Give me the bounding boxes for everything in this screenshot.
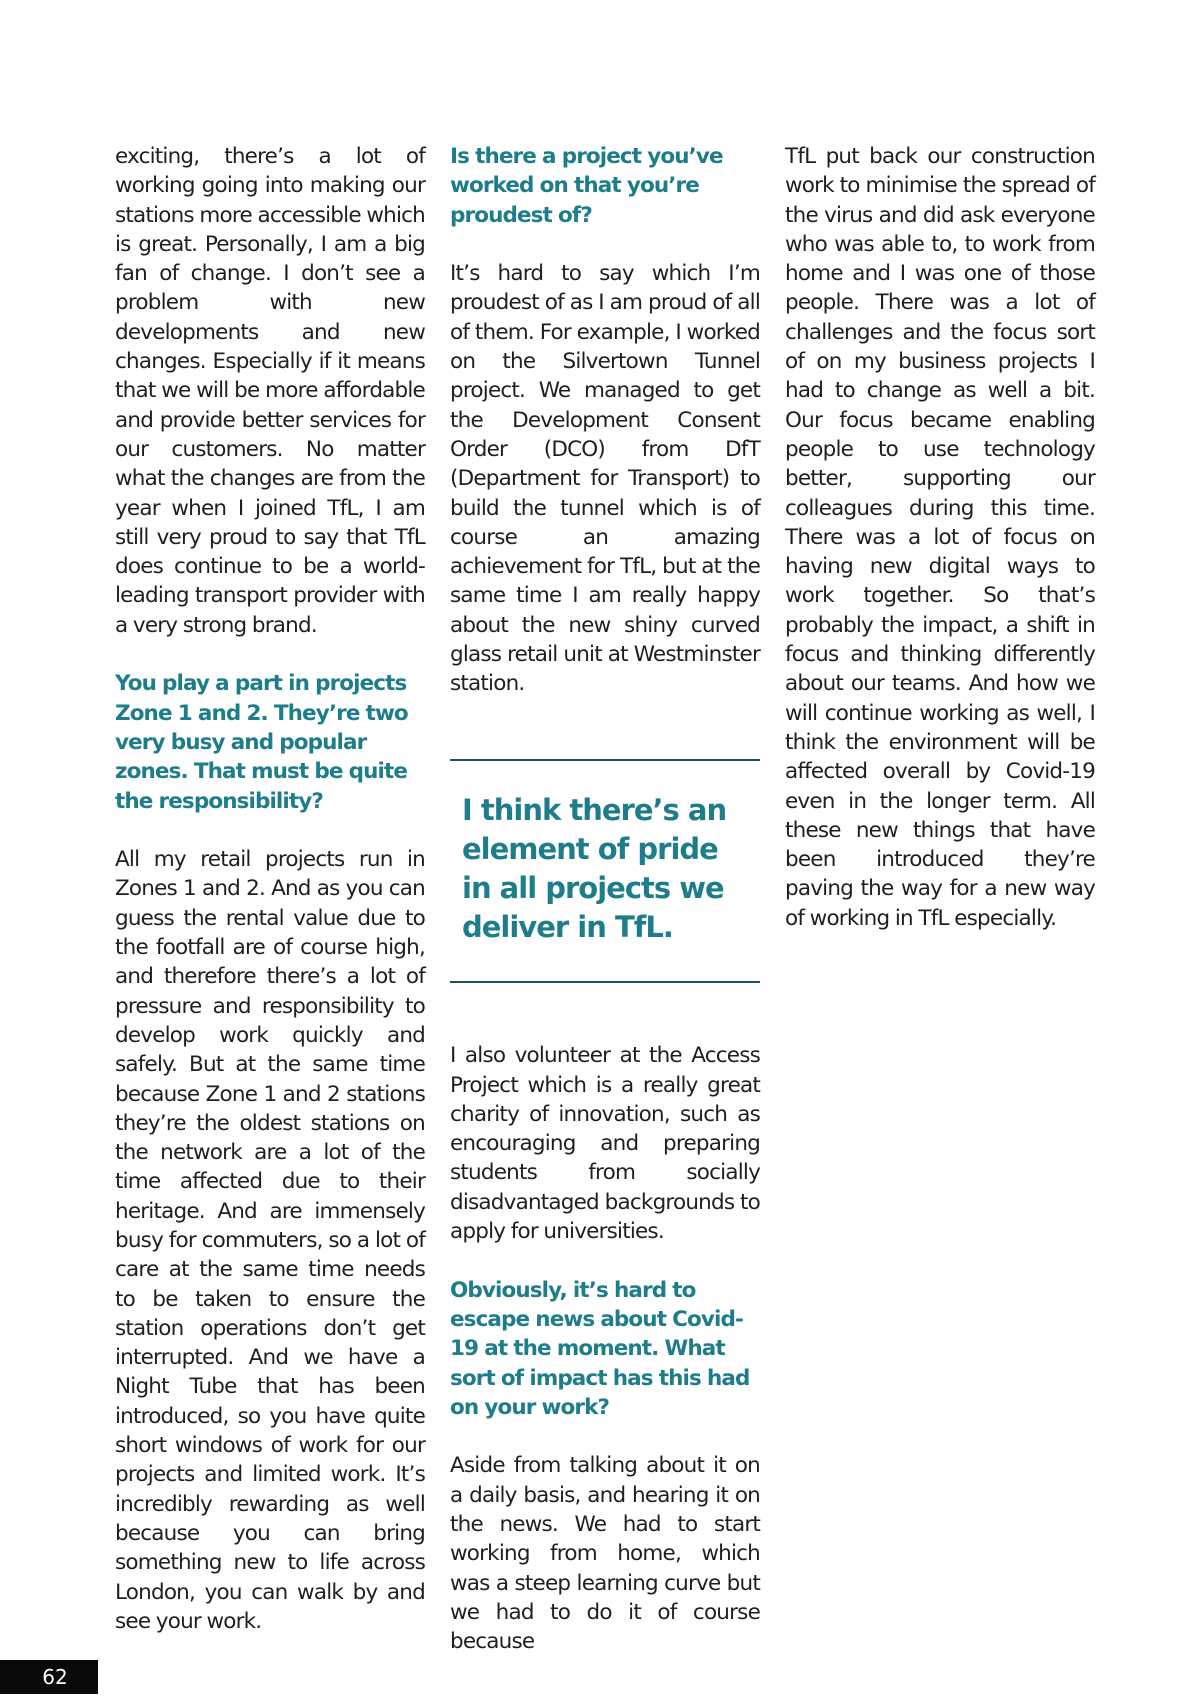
pull-quote — [450, 759, 760, 983]
column-middle — [450, 142, 760, 1656]
body-paragraph: All my retail projects run in Zones 1 and 2. And as you can guess the rental value due to the footfall are of course high, and therefore there’s a lot of pressure and responsibility to develop work quickly and safely. But at the same time because Zone 1 and 2 stations they’re the oldest stations on the network are a lot of the time affected due to their heritage. And are immensely busy for commuters, so a lot of care at the same time needs to be taken to ensure the station operations don’t get interrupted. And we have a Night Tube that has been introduced, so you have quite short windows of work for our projects and limited work. It’s incredibly rewarding as well because you can bring something new to life across London, you can walk by and see your work. — [115, 847, 425, 1634]
interview-question: Obviously, it’s hard to escape news about Covid-19 at the moment. What sort of impact has this had on your work? — [450, 1277, 750, 1420]
body-paragraph: TfL put back our construction work to minimise the spread of the virus and did ask everyone who was able to, to work from home and I was one of those people. There was a lot of challenges and the focus sort of on my business projects I had to change as well a bit. Our focus became enabling people to use technology better, supporting our colleagues during this time. There was a lot of focus on having new digital ways to work together. So that’s probably the impact, a shift in focus and thinking differently about our teams. And how we will continue working as well, I think the environment will be affected overall by Covid-19 even in the longer term. All these new things that have been introduced they’re paving the way for a new way of working in TfL especially. — [785, 144, 1095, 931]
body-paragraph: exciting, there’s a lot of working going into making our stations more accessible which is great. Personally, I am a big fan of change. I don’t see a problem with new developments and new changes. Especially if it means that we will be more affordable and provide better services for our customers. No matter what the changes are from the year when I joined TfL, I am still very proud to say that TfL does continue to be a world-leading transport provider with a very strong brand. — [115, 144, 425, 638]
body-paragraph: It’s hard to say which I’m proudest of as I am proud of all of them. For example, I worked on the Silvertown Tunnel project. We managed to get the Development Consent Order (DCO) from DfT (Department for Transport) to build the tunnel which is of course an amazing achievement for TfL, but at the same time I am really happy about the new shiny curved glass retail unit at Westminster station. — [450, 261, 760, 697]
column-right — [785, 142, 1095, 933]
body-paragraph: I also volunteer at the Access Project which is a really great charity of innovation, such as encouraging and preparing students from socially disadvantaged backgrounds to apply for universities. — [450, 1043, 760, 1245]
interview-question: You play a part in projects Zone 1 and 2. They’re two very busy and popular zones. That must be quite the responsibility? — [115, 671, 408, 814]
page-number: 62 — [0, 1660, 98, 1694]
interview-question: Is there a project you’ve worked on that you’re proudest of? — [450, 144, 723, 228]
pull-quote-text: I think there’s an element of pride in all projects we deliver in TfL. — [462, 792, 727, 944]
column-left — [115, 142, 425, 1636]
body-paragraph: Aside from talking about it on a daily basis, and hearing it on the news. We had to start working from home, which was a steep learning curve but we had to do it of course because — [450, 1453, 760, 1655]
